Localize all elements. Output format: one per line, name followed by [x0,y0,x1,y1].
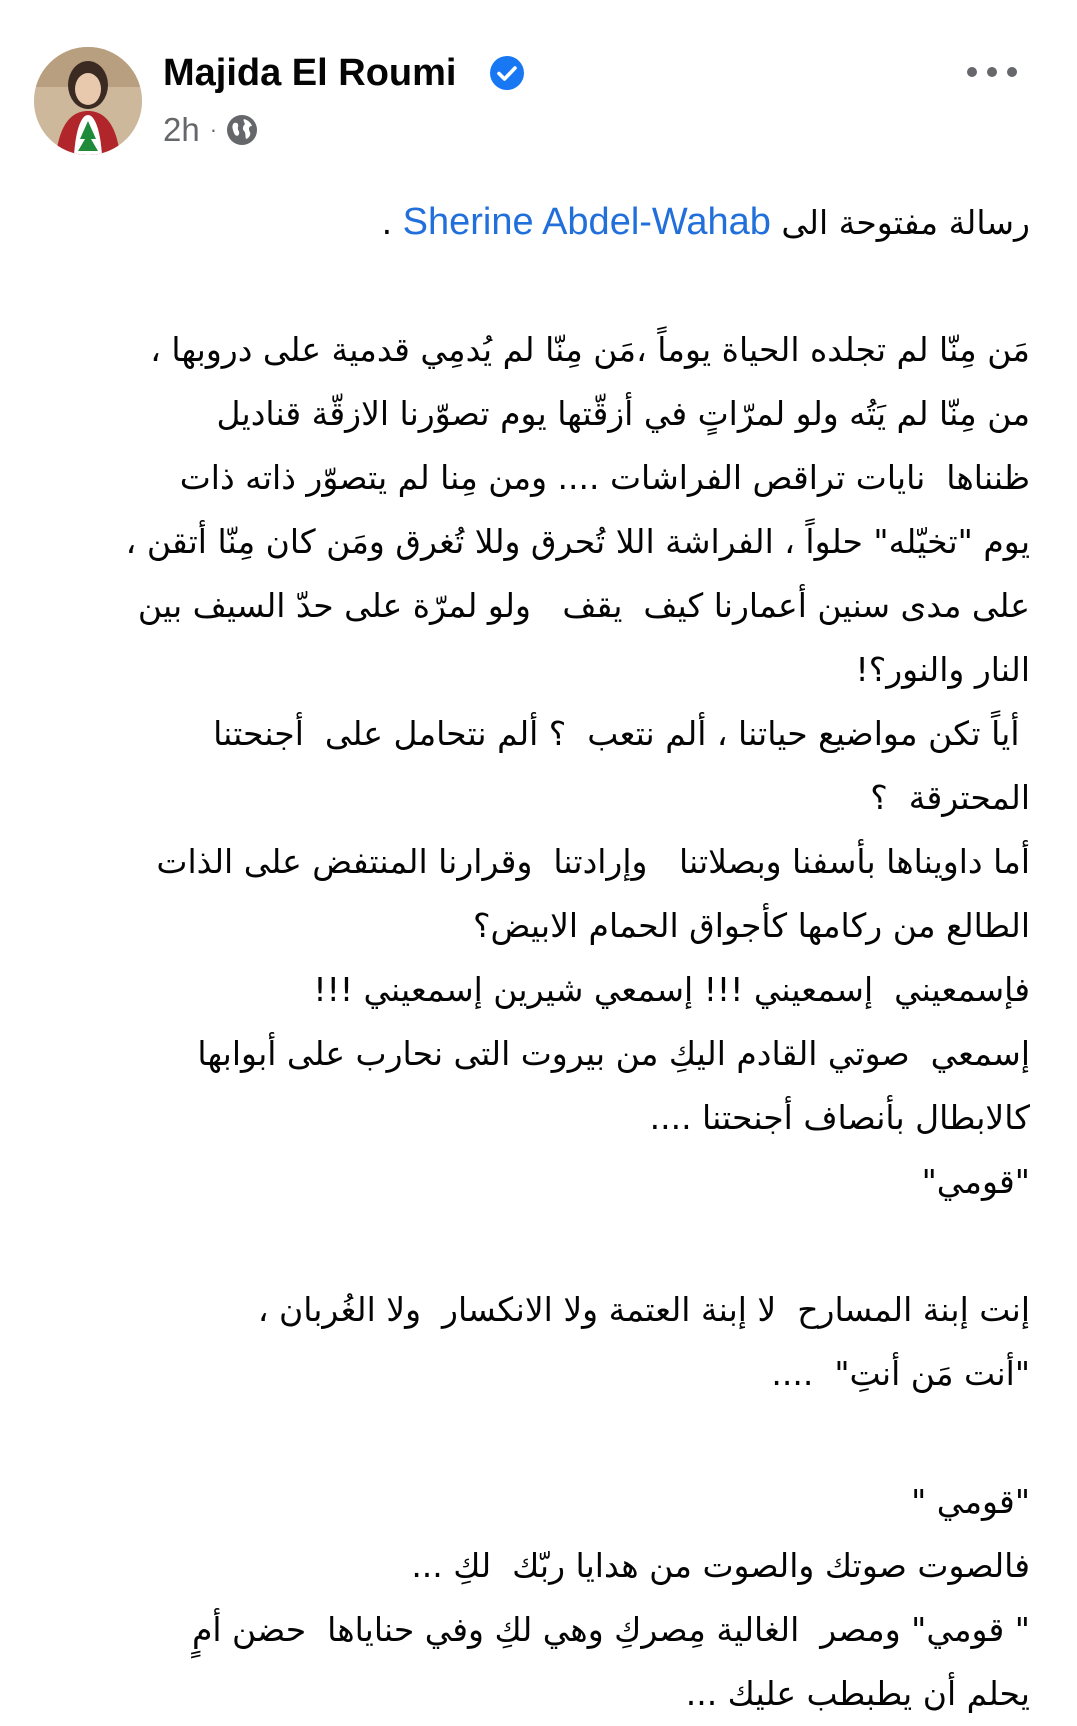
mention-link[interactable]: Sherine Abdel-Wahab [402,201,771,243]
post-text-line: أما داويناها بأسفنا وبصلاتنا وإرادتنا وقرارنا المنتفض على الذات [156,842,1030,881]
post-lines [30,254,1030,1726]
more-dot [987,67,997,77]
author-avatar[interactable] [34,47,142,155]
post-text-line: يوم "تخيّله" حلواً ، الفراشة اللا تُحرق وللا تُغرق ومَن كان مِنّا أتقن ، [125,522,1030,561]
more-dot [1007,67,1017,77]
more-options-button[interactable] [964,58,1020,86]
author-name[interactable]: Majida El Roumi [163,52,457,94]
post-text-line [30,254,1030,318]
globe-icon[interactable] [225,113,259,147]
intro-prefix: رسالة مفتوحة الى [781,203,1030,242]
post-time[interactable]: 2h [163,111,200,148]
more-dot [967,67,977,77]
post-text-line: فإسمعيني إسمعيني !!! إسمعي شيرين إسمعيني !!! [313,970,1030,1009]
post-text-line: "قومي " [911,1482,1030,1521]
avatar-photo-icon [34,47,142,155]
post-meta [163,108,259,152]
post-text-line [30,1214,1030,1278]
post-text-line: أياً تكن مواضيع حياتنا ، ألم نتعب ؟ ألم نتحامل على أجنحتنا [213,714,1030,753]
post-body [30,190,1030,1726]
post-text-line: "أنت مَن أنتِ" .... [771,1354,1030,1393]
post-intro-line [30,190,1030,254]
post-text-line: يحلم أن يطبطب عليك ... [685,1674,1030,1713]
verified-badge-icon [489,55,525,91]
post-text-line: النار والنور؟! [855,650,1030,689]
meta-separator: · [209,117,218,142]
post-text-line: من مِنّا لم يَتُه ولو لمرّاتٍ في أزقّتها يوم تصوّرنا الازقّة قناديل [216,394,1030,433]
post-text-line: ظنناها نايات تراقص الفراشات .... ومن مِنا لم يتصوّر ذاته ذات [179,458,1030,497]
post-text-line: " قومي" ومصر الغالية مِصركِ وهي لكِ وفي حناياها حضن أمٍ [191,1610,1030,1649]
post-text-line [30,1406,1030,1470]
post-text-line: إنت إبنة المسارح لا إبنة العتمة ولا الانكسار ولا الغُربان ، [257,1290,1030,1329]
post-text-line: "قومي" [921,1162,1030,1201]
post-text-line: على مدى سنين أعمارنا كيف يقف ولو لمرّة على حدّ السيف بين [137,586,1030,625]
post-text-line: كالابطال بأنصاف أجنحتنا .... [649,1098,1030,1137]
intro-suffix: . [381,203,393,242]
post-text-line: فالصوت صوتك والصوت من هدايا ربّك لكِ ... [411,1546,1030,1585]
post-text-line: المحترقة ؟ [870,778,1030,817]
post-text-line: مَن مِنّا لم تجلده الحياة يوماً ،مَن مِنّا لم يُدمِي قدمية على دروبها ، [150,330,1030,369]
post-header [0,0,1077,170]
post-text-line: الطالع من ركامها كأجواق الحمام الابيض؟ [472,906,1030,945]
post-text-line: إسمعي صوتي القادم اليكِ من بيروت التى نحارب على أبوابها [197,1034,1030,1073]
